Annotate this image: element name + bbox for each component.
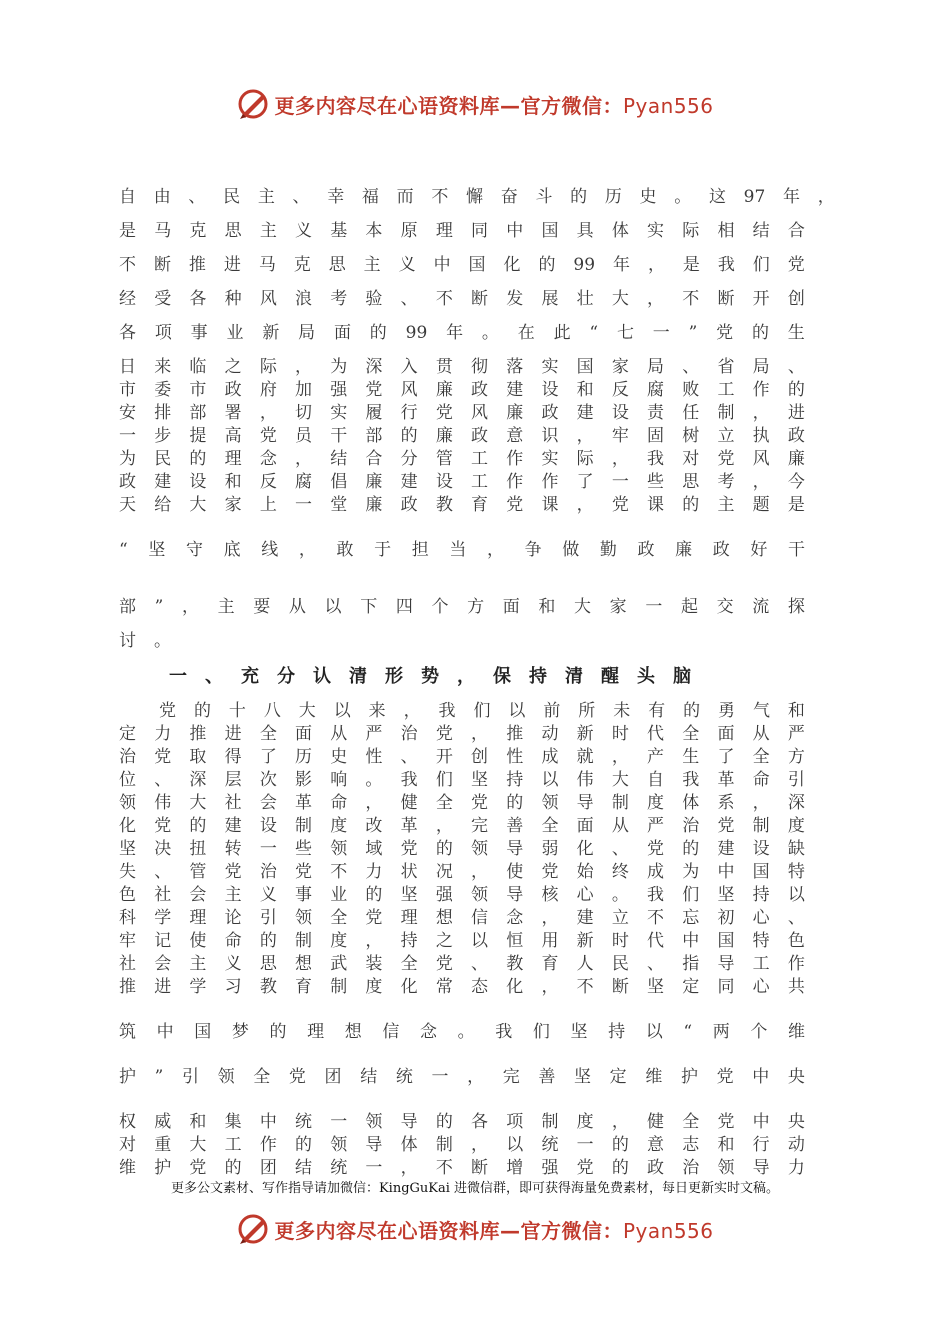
text-line: 护 ” 引 领 全 党 团 结 统 一 ， 完 善 坚 定 维 护 党 中 央 [119,1067,805,1087]
text-line: 政 建 设 和 反 腐 倡 廉 建 设 工 作 作 了 一 些 思 考 ， 今 [119,472,805,492]
text-line: 不 断 推 进 马 克 思 主 义 中 国 化 的 99 年 ， 是 我 们 党 [119,255,805,275]
text-line: 牢 记 使 命 的 制 度 ， 持 之 以 恒 用 新 时 代 中 国 特 色 [119,931,805,951]
text-line: 自 由 、 民 主 、 幸 福 而 不 懈 奋 斗 的 历 史 。 这 97 年 ， [119,187,835,207]
text-line: 安 排 部 署 ， 切 实 履 行 党 风 廉 政 建 设 责 任 制 ， 进 [119,403,805,423]
banner-wechat-id: Pyan556 [622,93,714,118]
text-line: 色 社 会 主 义 事 业 的 坚 强 领 导 核 心 。 我 们 坚 持 以 [119,885,805,905]
text-line: 科 学 理 论 引 领 全 党 理 想 信 念 ， 建 立 不 忘 初 心 、 [119,908,805,928]
text-line: 化 党 的 建 设 制 度 改 革 ， 完 善 全 面 从 严 治 党 制 度 [119,816,805,836]
text-line: 为 民 的 理 念 ， 结 合 分 管 工 作 实 际 ， 我 对 党 风 廉 [119,449,805,469]
text-line: 权 威 和 集 中 统 一 领 导 的 各 项 制 度 ， 健 全 党 中 央 [119,1112,805,1132]
banner-text: 更多内容尽在心语资料库—官方微信：Pyan556 [274,93,714,118]
banner-text: 更多内容尽在心语资料库—官方微信：Pyan556 [274,1218,714,1243]
text-line: 定 力 推 进 全 面 从 严 治 党 ， 推 动 新 时 代 全 面 从 严 [119,724,805,744]
pen-logo-icon [236,87,270,121]
section-heading: 一 、 充 分 认 清 形 势 ， 保 持 清 醒 头 脑 [169,666,691,687]
text-line: 部 ” ， 主 要 从 以 下 四 个 方 面 和 大 家 一 起 交 流 探 [119,597,805,617]
text-line: 一 步 提 高 党 员 干 部 的 廉 政 意 识 ， 牢 固 树 立 执 政 [119,426,805,446]
text-line: 是 马 克 思 主 义 基 本 原 理 同 中 国 具 体 实 际 相 结 合 [119,221,805,241]
text-line: 社 会 主 义 思 想 武 装 全 党 、 教 育 人 民 、 指 导 工 作 [119,954,805,974]
pen-logo-icon [236,1212,270,1246]
text-line: 对 重 大 工 作 的 领 导 体 制 ， 以 统 一 的 意 志 和 行 动 [119,1135,805,1155]
text-line: 位 、 深 层 次 影 响 。 我 们 坚 持 以 伟 大 自 我 革 命 引 [119,770,805,790]
text-line: 推 进 学 习 教 育 制 度 化 常 态 化 ， 不 断 坚 定 同 心 共 [119,977,805,997]
text-line: 党 的 十 八 大 以 来 ， 我 们 以 前 所 未 有 的 勇 气 和 [159,701,805,721]
text-line: 各 项 事 业 新 局 面 的 99 年 。 在 此 “ 七 一 ” 党 的 生 [119,323,805,343]
banner-wechat-id: Pyan556 [622,1218,714,1243]
text-line: 天 给 大 家 上 一 堂 廉 政 教 育 党 课 ， 党 课 的 主 题 是 [119,495,805,515]
text-line: 失 、 管 党 治 党 不 力 状 况 ， 使 党 始 终 成 为 中 国 特 [119,862,805,882]
text-line: 维 护 党 的 团 结 统 一 ， 不 断 增 强 党 的 政 治 领 导 力 [119,1158,805,1178]
text-line: “ 坚 守 底 线 ， 敢 于 担 当 ， 争 做 勤 政 廉 政 好 干 [119,540,805,560]
text-line: 坚 决 扭 转 一 些 领 域 党 的 领 导 弱 化 、 党 的 建 设 缺 [119,839,805,859]
header-banner [0,82,950,126]
text-line: 领 伟 大 社 会 革 命 ， 健 全 党 的 领 导 制 度 体 系 ， 深 [119,793,805,813]
document-body [119,186,835,1180]
text-line: 讨 。 [119,631,171,651]
text-line: 日 来 临 之 际 ， 为 深 入 贯 彻 落 实 国 家 局 、 省 局 、 [119,357,805,377]
text-line: 筑 中 国 梦 的 理 想 信 念 。 我 们 坚 持 以 “ 两 个 维 [119,1022,805,1042]
text-line: 经 受 各 种 风 浪 考 验 、 不 断 发 展 壮 大 ， 不 断 开 创 [119,289,805,309]
footer-note: 更多公文素材、写作指导请加微信：KingGuKai 进微信群，即可获得海量免费素材，每日更新实时文稿。 [170,1181,780,1196]
footer-banner [0,1207,950,1251]
text-line: 市 委 市 政 府 加 强 党 风 廉 政 建 设 和 反 腐 败 工 作 的 [119,380,805,400]
text-line: 治 党 取 得 了 历 史 性 、 开 创 性 成 就 ， 产 生 了 全 方 [119,747,805,767]
